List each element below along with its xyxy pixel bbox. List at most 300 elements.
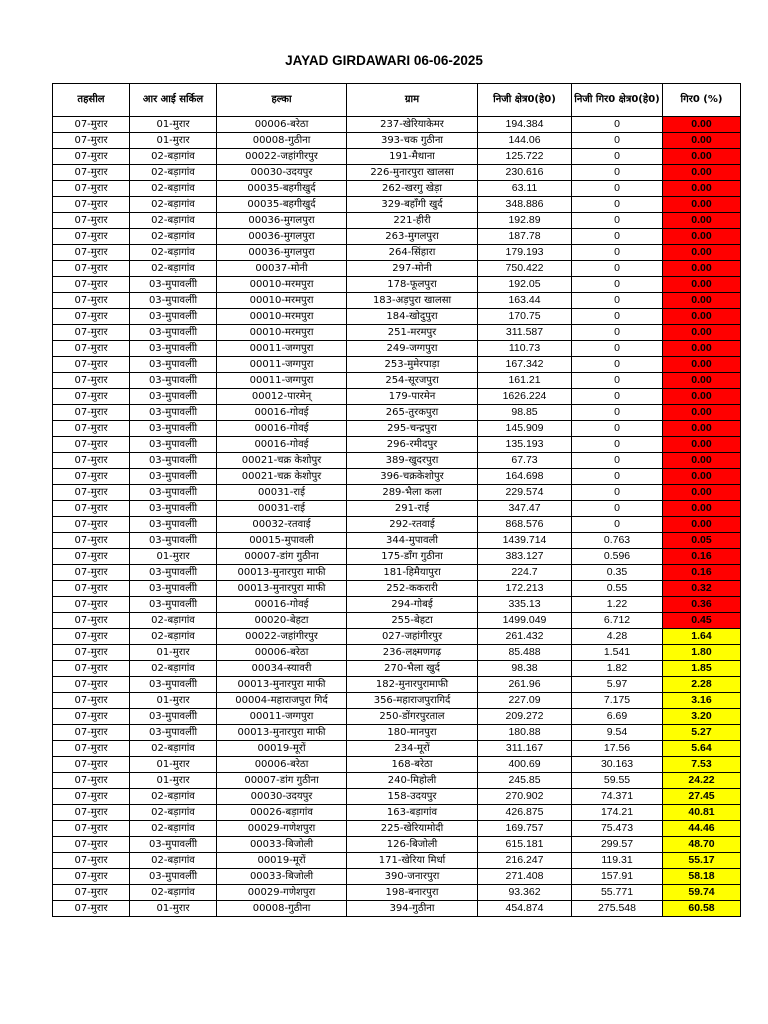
cell-tehsil: 07-मुरार (53, 613, 130, 629)
cell-ri-circle: 03-मुपावलीी (130, 421, 217, 437)
cell-ri-circle: 02-बड़ागांव (130, 613, 217, 629)
cell-tehsil: 07-मुरार (53, 853, 130, 869)
cell-gram: 389-खुदरपुरा (347, 453, 478, 469)
cell-girdawari-percent: 0.16 (663, 549, 741, 565)
cell-private-area: 615.181 (478, 837, 572, 853)
cell-gram: 198-बनारपुरा (347, 885, 478, 901)
cell-girdawari-area: 0 (572, 357, 663, 373)
cell-private-area: 400.69 (478, 757, 572, 773)
cell-halka: 00012-पारमेन् (217, 389, 347, 405)
cell-halka: 00016-गोवई (217, 405, 347, 421)
table-row (53, 549, 741, 565)
cell-girdawari-percent: 59.74 (663, 885, 741, 901)
cell-girdawari-area: 74.371 (572, 789, 663, 805)
cell-ri-circle: 02-बड़ागांव (130, 245, 217, 261)
cell-girdawari-percent: 0.00 (663, 229, 741, 245)
cell-girdawari-area: 0 (572, 261, 663, 277)
cell-gram: 249-जग्गपुरा (347, 341, 478, 357)
cell-gram: 226-मुनारपुरा खालसा (347, 165, 478, 181)
cell-girdawari-percent: 0.00 (663, 133, 741, 149)
cell-private-area: 161.21 (478, 373, 572, 389)
cell-girdawari-area: 1.22 (572, 597, 663, 613)
cell-ri-circle: 02-बड़ागांव (130, 629, 217, 645)
cell-girdawari-area: 1.82 (572, 661, 663, 677)
cell-girdawari-percent: 0.16 (663, 565, 741, 581)
cell-tehsil: 07-मुरार (53, 821, 130, 837)
cell-girdawari-area: 1.541 (572, 645, 663, 661)
cell-ri-circle: 02-बड़ागांव (130, 805, 217, 821)
cell-girdawari-percent: 7.53 (663, 757, 741, 773)
cell-ri-circle: 03-मुपावलीी (130, 293, 217, 309)
cell-ri-circle: 02-बड़ागांव (130, 213, 217, 229)
cell-private-area: 110.73 (478, 341, 572, 357)
cell-girdawari-percent: 3.16 (663, 693, 741, 709)
cell-girdawari-area: 6.69 (572, 709, 663, 725)
cell-ri-circle: 02-बड़ागांव (130, 181, 217, 197)
cell-private-area: 868.576 (478, 517, 572, 533)
cell-halka: 00030-उदयपुर (217, 165, 347, 181)
cell-girdawari-percent: 44.46 (663, 821, 741, 837)
table-row (53, 613, 741, 629)
cell-gram: 221-हीरी (347, 213, 478, 229)
cell-tehsil: 07-मुरार (53, 501, 130, 517)
table-row (53, 677, 741, 693)
table-row (53, 581, 741, 597)
header-halka: हल्का (217, 84, 347, 117)
cell-halka: 00033-बिजोली (217, 837, 347, 853)
cell-girdawari-area: 157.91 (572, 869, 663, 885)
cell-girdawari-percent: 0.00 (663, 197, 741, 213)
cell-halka: 00034-स्यावरी (217, 661, 347, 677)
cell-tehsil: 07-मुरार (53, 213, 130, 229)
cell-girdawari-area: 0 (572, 181, 663, 197)
cell-halka: 00015-मुपावली (217, 533, 347, 549)
cell-halka: 00016-गोवई (217, 421, 347, 437)
cell-tehsil: 07-मुरार (53, 837, 130, 853)
cell-ri-circle: 03-मुपावलीी (130, 341, 217, 357)
cell-girdawari-area: 75.473 (572, 821, 663, 837)
cell-halka: 00030-उदयपुर (217, 789, 347, 805)
cell-girdawari-percent: 1.80 (663, 645, 741, 661)
cell-gram: 265-तुरकपुरा (347, 405, 478, 421)
cell-tehsil: 07-मुरार (53, 421, 130, 437)
cell-girdawari-percent: 2.28 (663, 677, 741, 693)
cell-ri-circle: 02-बड़ागांव (130, 149, 217, 165)
cell-halka: 00010-मरमपुरा (217, 277, 347, 293)
cell-ri-circle: 01-मुरार (130, 773, 217, 789)
cell-ri-circle: 02-बड़ागांव (130, 821, 217, 837)
cell-tehsil: 07-मुरार (53, 389, 130, 405)
cell-private-area: 145.909 (478, 421, 572, 437)
cell-girdawari-percent: 0.00 (663, 357, 741, 373)
cell-girdawari-area: 0.35 (572, 565, 663, 581)
cell-halka: 00031-राई (217, 501, 347, 517)
cell-halka: 00011-जग्गपुरा (217, 357, 347, 373)
cell-girdawari-area: 0 (572, 229, 663, 245)
cell-tehsil: 07-मुरार (53, 373, 130, 389)
cell-girdawari-percent: 0.05 (663, 533, 741, 549)
cell-ri-circle: 02-बड़ागांव (130, 229, 217, 245)
cell-tehsil: 07-मुरार (53, 165, 130, 181)
cell-private-area: 63.11 (478, 181, 572, 197)
table-row (53, 389, 741, 405)
cell-girdawari-percent: 24.22 (663, 773, 741, 789)
table-row (53, 501, 741, 517)
cell-ri-circle: 03-मुपावलीी (130, 469, 217, 485)
cell-girdawari-percent: 0.36 (663, 597, 741, 613)
cell-ri-circle: 03-मुपावलीी (130, 453, 217, 469)
cell-private-area: 335.13 (478, 597, 572, 613)
cell-tehsil: 07-मुरार (53, 357, 130, 373)
cell-private-area: 67.73 (478, 453, 572, 469)
cell-halka: 00031-राई (217, 485, 347, 501)
cell-gram: 262-खरगु खेड़ा (347, 181, 478, 197)
table-row (53, 661, 741, 677)
cell-private-area: 169.757 (478, 821, 572, 837)
cell-tehsil: 07-मुरार (53, 261, 130, 277)
cell-gram: 168-बरेठा (347, 757, 478, 773)
cell-girdawari-area: 6.712 (572, 613, 663, 629)
cell-gram: 178-फूलपुरा (347, 277, 478, 293)
cell-private-area: 180.88 (478, 725, 572, 741)
cell-girdawari-area: 0 (572, 485, 663, 501)
cell-girdawari-percent: 0.00 (663, 149, 741, 165)
table-row (53, 485, 741, 501)
cell-girdawari-percent: 0.00 (663, 389, 741, 405)
table-row (53, 373, 741, 389)
cell-halka: 00020-बेहटा (217, 613, 347, 629)
cell-tehsil: 07-मुरार (53, 309, 130, 325)
cell-private-area: 163.44 (478, 293, 572, 309)
table-row (53, 901, 741, 917)
cell-halka: 00036-मुगलपुरा (217, 213, 347, 229)
cell-gram: 289-भैला कला (347, 485, 478, 501)
cell-ri-circle: 01-मुरार (130, 901, 217, 917)
table-row (53, 357, 741, 373)
cell-tehsil: 07-मुरार (53, 533, 130, 549)
cell-private-area: 245.85 (478, 773, 572, 789)
cell-private-area: 348.886 (478, 197, 572, 213)
cell-gram: 264-सिंहारा (347, 245, 478, 261)
cell-gram: 181-हिमैयापुरा (347, 565, 478, 581)
cell-tehsil: 07-मुरार (53, 773, 130, 789)
table-row (53, 309, 741, 325)
cell-tehsil: 07-मुरार (53, 293, 130, 309)
table-row (53, 277, 741, 293)
table-row (53, 885, 741, 901)
cell-private-area: 224.7 (478, 565, 572, 581)
table-row (53, 261, 741, 277)
table-body (53, 117, 741, 917)
cell-halka: 00007-डांग गुठीना (217, 773, 347, 789)
cell-gram: 236-लक्ष्मणगढ़ (347, 645, 478, 661)
cell-private-area: 125.722 (478, 149, 572, 165)
cell-halka: 00008-गुठीना (217, 133, 347, 149)
table-row (53, 213, 741, 229)
cell-gram: 158-उदयपुर (347, 789, 478, 805)
cell-girdawari-area: 7.175 (572, 693, 663, 709)
cell-gram: 191-मैथाना (347, 149, 478, 165)
cell-private-area: 98.85 (478, 405, 572, 421)
cell-private-area: 261.96 (478, 677, 572, 693)
cell-girdawari-percent: 55.17 (663, 853, 741, 869)
table-row (53, 453, 741, 469)
cell-ri-circle: 03-मुपावलीी (130, 437, 217, 453)
cell-private-area: 347.47 (478, 501, 572, 517)
cell-gram: 393-चक गुठीना (347, 133, 478, 149)
cell-tehsil: 07-मुरार (53, 245, 130, 261)
cell-ri-circle: 03-मुपावलीी (130, 533, 217, 549)
cell-girdawari-percent: 0.00 (663, 181, 741, 197)
cell-halka: 00006-बरेठा (217, 757, 347, 773)
cell-ri-circle: 01-मुरार (130, 133, 217, 149)
cell-gram: 182-मुनारपुरामाफी (347, 677, 478, 693)
cell-tehsil: 07-मुरार (53, 709, 130, 725)
cell-halka: 00029-गणेशपुरा (217, 821, 347, 837)
cell-tehsil: 07-मुरार (53, 149, 130, 165)
cell-halka: 00022-जहांगीरपुर (217, 149, 347, 165)
header-gram: ग्राम (347, 84, 478, 117)
cell-ri-circle: 03-मुपावलीी (130, 373, 217, 389)
cell-tehsil: 07-मुरार (53, 789, 130, 805)
cell-private-area: 426.875 (478, 805, 572, 821)
cell-girdawari-area: 0 (572, 149, 663, 165)
cell-private-area: 229.574 (478, 485, 572, 501)
cell-girdawari-percent: 0.00 (663, 165, 741, 181)
cell-private-area: 192.05 (478, 277, 572, 293)
cell-girdawari-area: 0.596 (572, 549, 663, 565)
cell-private-area: 270.902 (478, 789, 572, 805)
cell-gram: 163-बड़ागांव (347, 805, 478, 821)
cell-girdawari-percent: 0.00 (663, 309, 741, 325)
cell-private-area: 98.38 (478, 661, 572, 677)
cell-tehsil: 07-मुरार (53, 645, 130, 661)
table-row (53, 149, 741, 165)
cell-private-area: 271.408 (478, 869, 572, 885)
table-row (53, 421, 741, 437)
table-row (53, 805, 741, 821)
cell-gram: 263-मुगलपुरा (347, 229, 478, 245)
cell-girdawari-percent: 0.00 (663, 501, 741, 517)
cell-ri-circle: 01-मुरार (130, 693, 217, 709)
cell-private-area: 167.342 (478, 357, 572, 373)
cell-private-area: 230.616 (478, 165, 572, 181)
table-row (53, 405, 741, 421)
cell-tehsil: 07-मुरार (53, 725, 130, 741)
table-row (53, 517, 741, 533)
cell-halka: 00021-चक्र केशोपुर (217, 469, 347, 485)
cell-halka: 00032-रतवाई (217, 517, 347, 533)
cell-halka: 00011-जग्गपुरा (217, 373, 347, 389)
cell-gram: 297-मोनी (347, 261, 478, 277)
cell-girdawari-area: 0 (572, 437, 663, 453)
table-row (53, 197, 741, 213)
cell-private-area: 135.193 (478, 437, 572, 453)
cell-girdawari-area: 275.548 (572, 901, 663, 917)
cell-girdawari-percent: 3.20 (663, 709, 741, 725)
cell-tehsil: 07-मुरार (53, 661, 130, 677)
cell-gram: 253-मुमेरपाड़ा (347, 357, 478, 373)
cell-gram: 390-जनारपुरा (347, 869, 478, 885)
table-row (53, 629, 741, 645)
table-row (53, 229, 741, 245)
cell-girdawari-area: 0 (572, 453, 663, 469)
cell-girdawari-percent: 0.00 (663, 517, 741, 533)
cell-girdawari-area: 0 (572, 213, 663, 229)
cell-halka: 00019-मूरों (217, 853, 347, 869)
cell-ri-circle: 01-मुरार (130, 757, 217, 773)
cell-gram: 240-मिहोली (347, 773, 478, 789)
table-row (53, 181, 741, 197)
cell-ri-circle: 03-मुपावलीी (130, 277, 217, 293)
table-row (53, 293, 741, 309)
cell-gram: 292-रतवाई (347, 517, 478, 533)
girdawari-table (52, 83, 741, 917)
cell-tehsil: 07-मुरार (53, 229, 130, 245)
cell-ri-circle: 03-मुपावलीी (130, 677, 217, 693)
cell-girdawari-area: 17.56 (572, 741, 663, 757)
cell-tehsil: 07-मुरार (53, 437, 130, 453)
cell-ri-circle: 02-बड़ागांव (130, 261, 217, 277)
cell-tehsil: 07-मुरार (53, 469, 130, 485)
cell-halka: 00035-बहगीखुर्द (217, 181, 347, 197)
cell-girdawari-area: 0 (572, 117, 663, 133)
cell-gram: 396-चक्रकेशोपुर (347, 469, 478, 485)
cell-gram: 126-बिजोली (347, 837, 478, 853)
cell-gram: 180-मानपुरा (347, 725, 478, 741)
table-row (53, 837, 741, 853)
cell-ri-circle: 02-बड़ागांव (130, 853, 217, 869)
cell-tehsil: 07-मुरार (53, 565, 130, 581)
cell-tehsil: 07-मुरार (53, 869, 130, 885)
cell-tehsil: 07-मुरार (53, 405, 130, 421)
cell-girdawari-area: 0 (572, 133, 663, 149)
cell-private-area: 311.167 (478, 741, 572, 757)
cell-girdawari-area: 0 (572, 245, 663, 261)
cell-ri-circle: 02-बड़ागांव (130, 661, 217, 677)
table-row (53, 645, 741, 661)
cell-gram: 296-रमीदपुर (347, 437, 478, 453)
cell-ri-circle: 03-मुपावलीी (130, 725, 217, 741)
table-row (53, 725, 741, 741)
cell-girdawari-area: 0 (572, 309, 663, 325)
cell-private-area: 187.78 (478, 229, 572, 245)
cell-ri-circle: 03-मुपावलीी (130, 389, 217, 405)
cell-gram: 291-राई (347, 501, 478, 517)
cell-girdawari-percent: 0.00 (663, 421, 741, 437)
cell-halka: 00008-गुठीना (217, 901, 347, 917)
cell-tehsil: 07-मुरार (53, 597, 130, 613)
cell-girdawari-area: 0 (572, 197, 663, 213)
cell-tehsil: 07-मुरार (53, 133, 130, 149)
cell-gram: 171-खेरिया मिर्धा (347, 853, 478, 869)
cell-private-area: 454.874 (478, 901, 572, 917)
cell-gram: 254-सूरजपुरा (347, 373, 478, 389)
cell-private-area: 750.422 (478, 261, 572, 277)
cell-gram: 175-डाँग गुठीना (347, 549, 478, 565)
cell-private-area: 192.89 (478, 213, 572, 229)
cell-halka: 00010-मरमपुरा (217, 309, 347, 325)
cell-girdawari-percent: 0.00 (663, 437, 741, 453)
table-row (53, 133, 741, 149)
cell-girdawari-area: 59.55 (572, 773, 663, 789)
cell-halka: 00036-मुगलपुरा (217, 229, 347, 245)
table-header (53, 84, 741, 117)
cell-girdawari-percent: 0.00 (663, 277, 741, 293)
cell-girdawari-percent: 60.58 (663, 901, 741, 917)
cell-girdawari-area: 0 (572, 277, 663, 293)
table-row (53, 117, 741, 133)
cell-tehsil: 07-मुरार (53, 757, 130, 773)
header-girdawari-area: निजी गिर0 क्षेत्र0(हे0) (572, 84, 663, 117)
table-row (53, 741, 741, 757)
cell-halka: 00026-बड़ागांव (217, 805, 347, 821)
cell-girdawari-area: 0 (572, 373, 663, 389)
cell-girdawari-percent: 0.00 (663, 453, 741, 469)
table-row (53, 437, 741, 453)
cell-gram: 184-खोदुपुरा (347, 309, 478, 325)
cell-halka: 00035-बहगीखुर्द (217, 197, 347, 213)
cell-ri-circle: 03-मुपावलीी (130, 405, 217, 421)
table-row (53, 565, 741, 581)
table-row (53, 853, 741, 869)
cell-girdawari-percent: 0.00 (663, 373, 741, 389)
cell-tehsil: 07-मुरार (53, 453, 130, 469)
table-row (53, 325, 741, 341)
cell-gram: 225-खेरियामोदी (347, 821, 478, 837)
cell-girdawari-area: 0 (572, 325, 663, 341)
cell-private-area: 261.432 (478, 629, 572, 645)
cell-girdawari-area: 0 (572, 389, 663, 405)
cell-girdawari-area: 0 (572, 293, 663, 309)
cell-gram: 394-गुठीना (347, 901, 478, 917)
cell-ri-circle: 03-मुपावलीी (130, 325, 217, 341)
cell-halka: 00016-गोवई (217, 437, 347, 453)
cell-halka: 00016-गोवई (217, 597, 347, 613)
table-row (53, 469, 741, 485)
cell-gram: 237-खेरियाकेमर (347, 117, 478, 133)
cell-halka: 00029-गणेशपुरा (217, 885, 347, 901)
cell-girdawari-percent: 0.45 (663, 613, 741, 629)
cell-ri-circle: 03-मुपावलीी (130, 709, 217, 725)
cell-girdawari-percent: 1.64 (663, 629, 741, 645)
cell-tehsil: 07-मुरार (53, 885, 130, 901)
cell-girdawari-percent: 0.00 (663, 469, 741, 485)
table-row (53, 789, 741, 805)
cell-gram: 294-गोबई (347, 597, 478, 613)
cell-tehsil: 07-मुरार (53, 485, 130, 501)
cell-girdawari-percent: 0.00 (663, 405, 741, 421)
cell-private-area: 209.272 (478, 709, 572, 725)
cell-private-area: 227.09 (478, 693, 572, 709)
cell-girdawari-percent: 0.00 (663, 117, 741, 133)
cell-halka: 00036-मुगलपुरा (217, 245, 347, 261)
cell-girdawari-area: 0.763 (572, 533, 663, 549)
cell-private-area: 311.587 (478, 325, 572, 341)
cell-ri-circle: 03-मुपावलीी (130, 869, 217, 885)
cell-girdawari-area: 30.163 (572, 757, 663, 773)
cell-girdawari-percent: 40.81 (663, 805, 741, 821)
cell-tehsil: 07-मुरार (53, 901, 130, 917)
cell-gram: 295-चन्द्रपुरा (347, 421, 478, 437)
cell-girdawari-percent: 27.45 (663, 789, 741, 805)
cell-gram: 255-बेहटा (347, 613, 478, 629)
cell-girdawari-area: 0 (572, 405, 663, 421)
cell-ri-circle: 03-मुपावलीी (130, 309, 217, 325)
cell-private-area: 1499.049 (478, 613, 572, 629)
cell-private-area: 170.75 (478, 309, 572, 325)
cell-ri-circle: 03-मुपावलीी (130, 517, 217, 533)
